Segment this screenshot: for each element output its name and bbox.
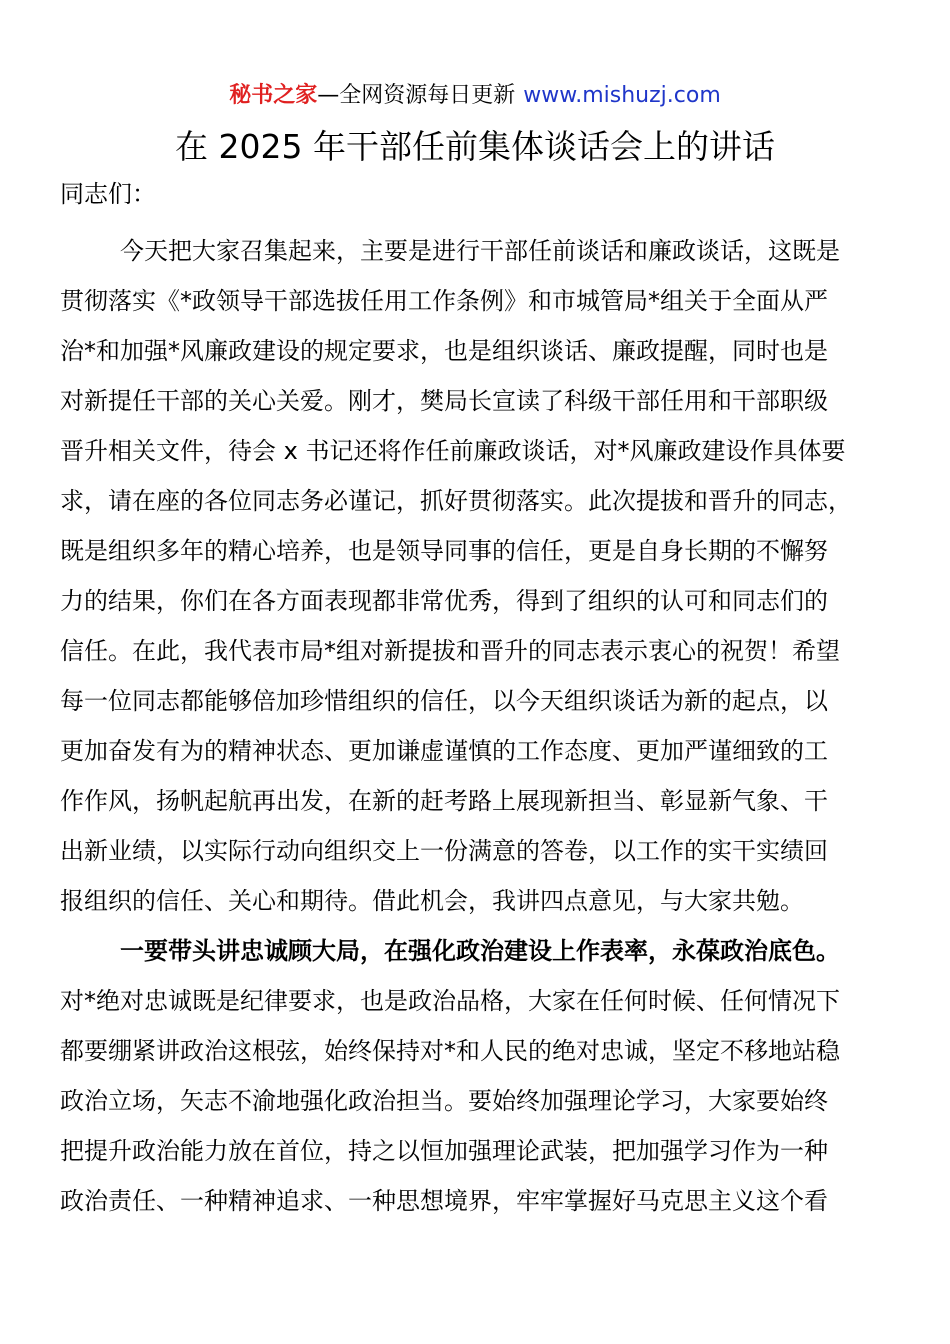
paragraph-line: 报组织的信任、关心和期待。借此机会，我讲四点意见，与大家共勉。 xyxy=(60,887,804,915)
paragraph-line: 对新提任干部的关心关爱。刚才，樊局长宣读了科级干部任用和干部职级 xyxy=(60,387,828,415)
section-heading: 一要带头讲忠诚顾大局，在强化政治建设上作表率，永葆政治底色。 xyxy=(120,937,840,965)
salutation: 同志们： xyxy=(60,180,156,208)
paragraph-line: 信任。在此，我代表市局*组对新提拔和晋升的同志表示衷心的祝贺！希望 xyxy=(60,637,840,665)
paragraph-line: 政治立场，矢志不渝地强化政治担当。要始终加强理论学习，大家要始终 xyxy=(60,1087,828,1115)
paragraph-line: 都要绷紧讲政治这根弦，始终保持对*和人民的绝对忠诚，坚定不移地站稳 xyxy=(60,1037,840,1065)
paragraph-line: 贯彻落实《*政领导干部选拔任用工作条例》和市城管局*组关于全面从严 xyxy=(60,287,828,315)
paragraph-line: 把提升政治能力放在首位，持之以恒加强理论武装，把加强学习作为一种 xyxy=(60,1137,828,1165)
paragraph-line: 力的结果，你们在各方面表现都非常优秀，得到了组织的认可和同志们的 xyxy=(60,587,828,615)
paragraph-line: 晋升相关文件，待会 x 书记还将作任前廉政谈话，对*风廉政建设作具体要 xyxy=(60,437,846,465)
paragraph-line: 作作风，扬帆起航再出发，在新的赶考路上展现新担当、彰显新气象、干 xyxy=(60,787,828,815)
paragraph-line: 对*绝对忠诚既是纪律要求，也是政治品格，大家在任何时候、任何情况下 xyxy=(60,987,840,1015)
document-body xyxy=(60,226,900,1226)
brand-name: 秘书之家 xyxy=(229,83,318,108)
paragraph-line: 出新业绩，以实际行动向组织交上一份满意的答卷，以工作的实干实绩回 xyxy=(60,837,828,865)
paragraph-line: 既是组织多年的精心培养，也是领导同事的信任，更是自身长期的不懈努 xyxy=(60,537,828,565)
paragraph-line: 政治责任、一种精神追求、一种思想境界，牢牢掌握好马克思主义这个看 xyxy=(60,1187,828,1215)
paragraph-line: 求，请在座的各位同志务必谨记，抓好贯彻落实。此次提拔和晋升的同志， xyxy=(60,487,852,515)
paragraph-line: 更加奋发有为的精神状态、更加谦虚谨慎的工作态度、更加严谨细致的工 xyxy=(60,737,828,765)
paragraph-line: 今天把大家召集起来，主要是进行干部任前谈话和廉政谈话，这既是 xyxy=(120,237,840,265)
document-title: 在 2025 年干部任前集体谈话会上的讲话 xyxy=(175,127,775,166)
banner-tagline: —全网资源每日更新 xyxy=(317,83,516,108)
site-url-link[interactable]: www.mishuzj.com xyxy=(523,83,721,108)
paragraph-line: 治*和加强*风廉政建设的规定要求，也是组织谈话、廉政提醒，同时也是 xyxy=(60,337,828,365)
paragraph-line: 每一位同志都能够倍加珍惜组织的信任，以今天组织谈话为新的起点，以 xyxy=(60,687,828,715)
site-banner xyxy=(0,80,950,112)
